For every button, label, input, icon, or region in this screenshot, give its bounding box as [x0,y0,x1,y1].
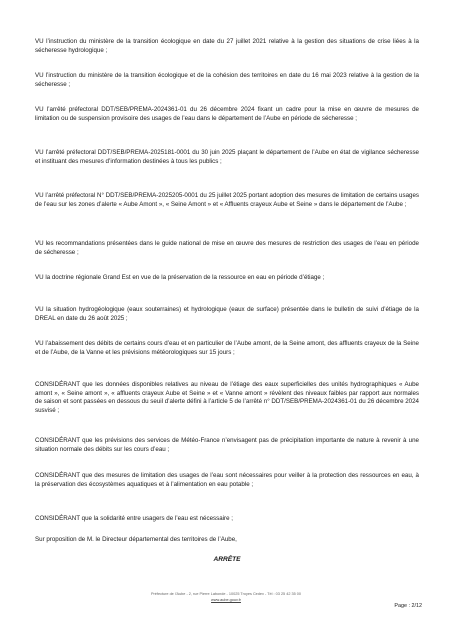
paragraph-considerant-donnees: CONSIDÉRANT que les données disponibles relatives au niveau de l’étiage des eaux superficielles des unités hydrographiques « Aube amont », « Seine amont », « affluents crayeux Aube et Seine » et « Vanne amont » révèlent des niveaux faibles par rapport aux normales de saison et sont passées en dessous du seuil d’alerte défini à l’article 5 de l’arrêté n° DDT/SEB/PREMA-2024361-01 du 26 décembre 2024 susvisé ; [35,381,419,414]
footer-website-link[interactable]: www.aube.gouv.fr [211,598,241,602]
paragraph-vu-instruction-2023: VU l’instruction du ministère de la transition écologique et de la cohésion des territoires en date du 16 mai 2023 relative à la gestion de la sécheresse ; [35,72,419,88]
page-number: Page : 2/12 [394,603,422,609]
paragraph-proposition: Sur proposition de M. le Directeur départemental des territoires de l’Aube, [35,536,237,543]
paragraph-vu-doctrine: VU la doctrine régionale Grand Est en vue de la préservation de la ressource en eau en période d’étiage ; [35,274,325,281]
paragraph-vu-situation: VU la situation hydrogéologique (eaux souterraines) et hydrologique (eaux de surface) présentée dans le bulletin de suivi d’étiage de la DREAL en date du 26 août 2025 ; [35,306,419,322]
paragraph-vu-recommandations: VU les recommandations présentées dans le guide national de mise en œuvre des mesures de restriction des usages de l’eau en période de sécheresse ; [35,240,419,256]
decision-title: ARRÊTE [213,556,241,563]
paragraph-considerant-previsions: CONSIDÉRANT que les prévisions des services de Météo-France n’envisagent pas de précipitation importante de nature à revenir à une situation normale des débits sur les cours d’eau ; [35,437,419,453]
paragraph-vu-arrete-2025181: VU l’arrêté préfectoral DDT/SEB/PREMA-2025181-0001 du 30 juin 2025 plaçant le département de l’Aube en état de vigilance sécheresse et instituant des mesures d’information destinées à tous les publics ; [35,149,419,165]
paragraph-vu-instruction-2021: VU l’instruction du ministère de la transition écologique en date du 27 juillet 2021 relative à la gestion des situations de crise liées à la sécheresse hydrologique ; [35,38,419,54]
paragraph-vu-abaissement: VU l’abaissement des débits de certains cours d’eau et en particulier de l’Aube amont, de la Seine amont, des affluents crayeux de la Seine et de l’Aube, de la Vanne et les prévisions météorologiques sur 15 jours ; [35,340,419,356]
paragraph-vu-arrete-2024361: VU l’arrêté préfectoral DDT/SEB/PREMA-2024361-01 du 26 décembre 2024 fixant un cadre pour la mise en œuvre de mesures de limitation ou de suspension provisoire des usages de l’eau dans le département de l’Aube en période de sécheresse ; [35,106,419,122]
paragraph-considerant-solidarite: CONSIDÉRANT que la solidarité entre usagers de l’eau est nécessaire ; [35,515,233,522]
paragraph-considerant-mesures: CONSIDÉRANT que des mesures de limitation des usages de l’eau sont nécessaires pour veiller à la protection des ressources en eau, à la préservation des écosystèmes aquatiques et à l’alimentation en eau potable ; [35,472,419,488]
footer-address: Préfecture de l’Aube - 2, rue Pierre Labonde - 10025 Troyes Cedex - Tél : 03 25 42 35 00 [151,592,301,596]
paragraph-vu-arrete-2025205: VU l’arrêté préfectoral N° DDT/SEB/PREMA-2025205-0001 du 25 juillet 2025 portant adoption des mesures de limitation de certains usages de l’eau sur les zones d’alerte « Aube Amont », « Seine Amont » et « Affluents crayeux Aube et Seine » dans le département de l’Aube ; [35,192,419,208]
footer-website-line [0,598,452,603]
